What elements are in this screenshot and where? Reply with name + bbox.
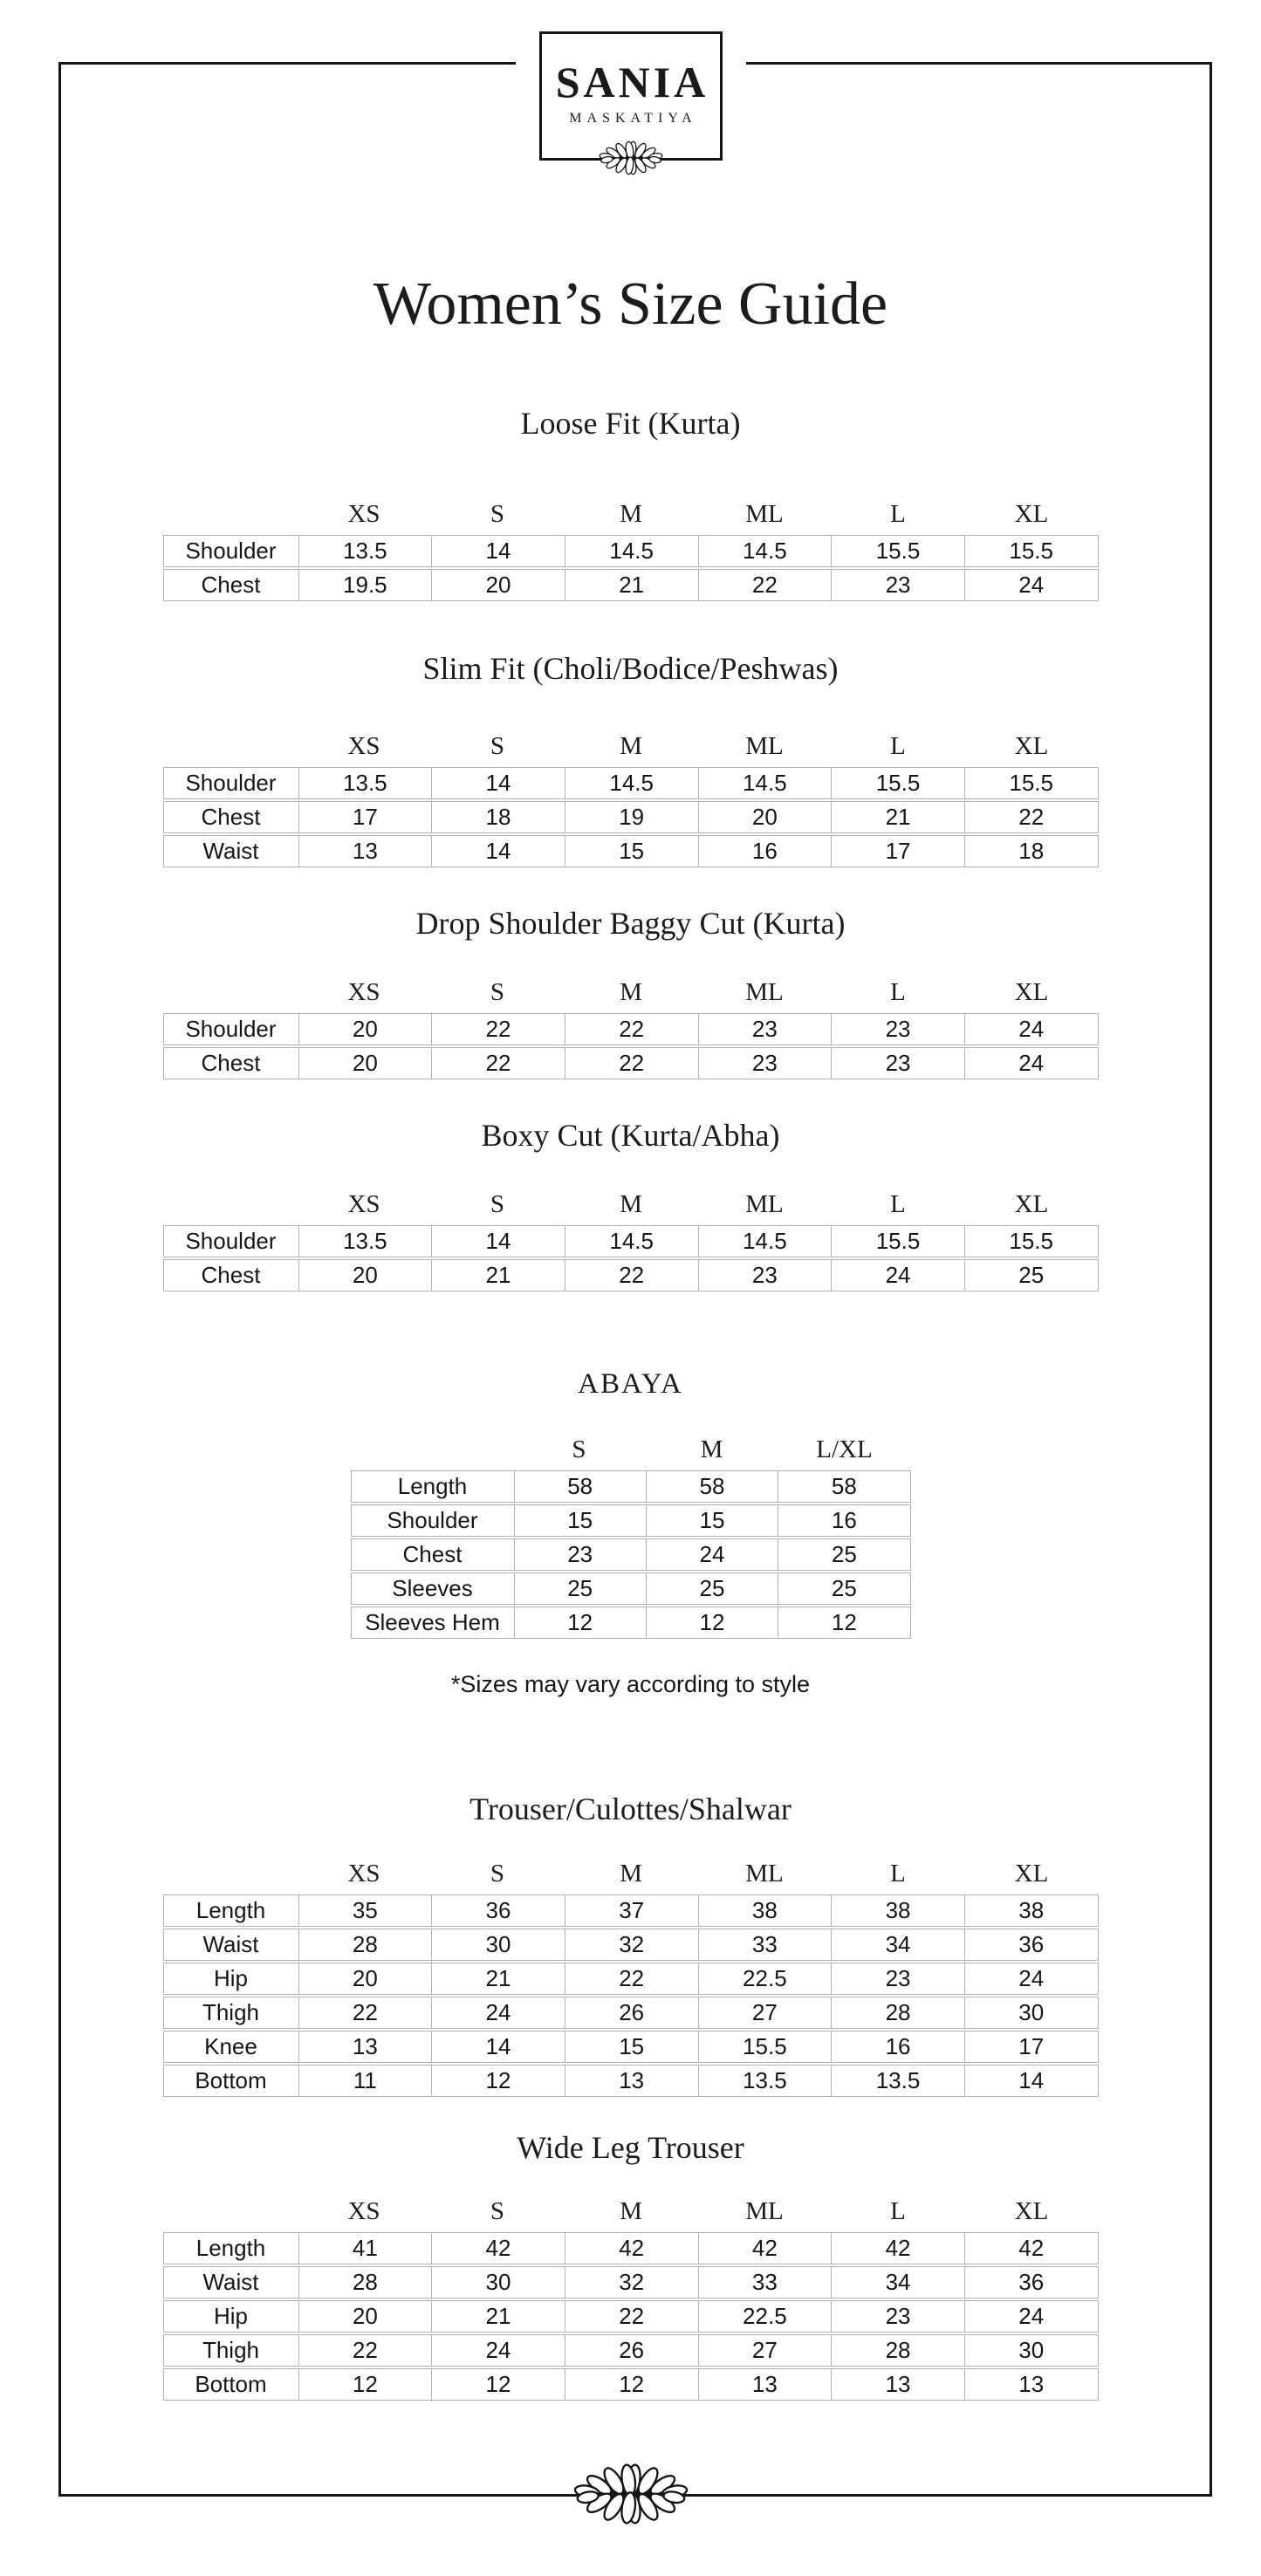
header-spacer (163, 979, 298, 1005)
size-table-wide-leg (163, 2198, 1099, 2402)
table-row (163, 2266, 1099, 2299)
size-value: 24 (964, 570, 1098, 600)
size-value: 28 (298, 2267, 432, 2298)
table-row (163, 535, 1099, 567)
size-value: 11 (298, 2066, 432, 2096)
size-value: 28 (831, 1997, 964, 2028)
size-value: 23 (831, 1963, 964, 1994)
size-column-header: M (620, 1860, 642, 1887)
size-value: 37 (565, 1895, 698, 1926)
size-value: 12 (431, 2066, 565, 2096)
table-row (163, 835, 1099, 867)
row-label: Waist (202, 838, 259, 864)
table-row (163, 1225, 1099, 1257)
size-value: 20 (298, 2301, 432, 2332)
size-value: 13 (831, 2369, 964, 2400)
size-value: 24 (431, 2335, 565, 2366)
table-row (163, 1047, 1099, 1079)
size-value: 30 (431, 2267, 565, 2298)
row-label: Hip (213, 1965, 248, 1991)
table-row (163, 2368, 1099, 2401)
page-title: Women’s Size Guide (373, 271, 888, 338)
size-value: 14.5 (698, 1226, 832, 1257)
measurement-grid (163, 535, 1099, 601)
size-value: 42 (831, 2233, 964, 2264)
size-value: 14.5 (565, 768, 698, 798)
section-title-boxy-cut: Boxy Cut (Kurta/Abha) (481, 1118, 780, 1153)
measurement-grid (163, 2232, 1099, 2401)
size-value: 24 (964, 1963, 1098, 1994)
size-value: 22 (698, 570, 832, 600)
size-value: 36 (964, 1929, 1098, 1960)
size-value: 58 (778, 1471, 909, 1502)
size-value: 22 (964, 802, 1098, 832)
size-value: 32 (565, 2267, 698, 2298)
table-row (163, 2065, 1099, 2097)
size-value: 21 (565, 570, 698, 600)
table-row (163, 1894, 1099, 1927)
size-value: 17 (831, 836, 964, 867)
size-value: 13 (298, 836, 432, 867)
size-value: 16 (698, 836, 832, 867)
row-label: Bottom (195, 2371, 267, 2397)
row-label: Knee (204, 2033, 257, 2059)
size-value: 38 (831, 1895, 964, 1926)
size-value: 13 (964, 2369, 1098, 2400)
row-label: Shoulder (185, 1016, 277, 1042)
size-header-row (163, 1860, 1099, 1887)
size-value: 14 (964, 2066, 1098, 2096)
size-value: 14.5 (698, 536, 832, 566)
size-column-header: S (490, 1190, 505, 1218)
size-table-slim-fit (163, 733, 1099, 869)
size-table-loose-fit (163, 501, 1099, 603)
size-column-header: L (890, 2197, 906, 2225)
size-value: 13.5 (298, 768, 432, 798)
size-value: 19 (565, 802, 698, 832)
size-header-row (163, 979, 1099, 1005)
size-value: 25 (964, 1260, 1098, 1291)
table-row (163, 2232, 1099, 2264)
size-value: 22 (565, 1014, 698, 1045)
size-value: 13 (298, 2031, 432, 2062)
size-value: 38 (698, 1895, 832, 1926)
row-label: Thigh (202, 1999, 260, 2025)
size-column-header: S (490, 978, 505, 1006)
size-value: 27 (698, 2335, 832, 2366)
size-value: 22 (431, 1048, 565, 1079)
header-spacer (351, 1436, 513, 1463)
size-value: 14 (431, 2031, 565, 2062)
size-column-header: M (620, 1190, 642, 1218)
size-value: 22 (298, 2335, 432, 2366)
table-row (163, 1929, 1099, 1961)
table-row (163, 1013, 1099, 1045)
size-value: 14.5 (565, 536, 698, 566)
section-title-loose-fit: Loose Fit (Kurta) (520, 406, 741, 441)
table-row (351, 1538, 911, 1571)
size-column-header: ML (745, 500, 784, 528)
size-value: 21 (431, 1963, 565, 1994)
size-value: 14.5 (565, 1226, 698, 1257)
size-value: 15.5 (964, 768, 1098, 798)
size-value: 22 (298, 1997, 432, 2028)
size-value: 20 (298, 1014, 432, 1045)
measurement-grid (163, 767, 1099, 867)
measurement-grid (163, 1013, 1099, 1079)
size-column-header: XS (347, 1860, 380, 1887)
size-value: 12 (646, 1607, 778, 1638)
size-value: 20 (298, 1260, 432, 1291)
size-value: 15.5 (831, 768, 964, 798)
size-value: 22 (565, 2301, 698, 2332)
table-row (351, 1572, 911, 1605)
brand-logo-box (539, 31, 723, 161)
size-value: 32 (565, 1929, 698, 1960)
size-value: 15.5 (964, 536, 1098, 566)
size-value: 22.5 (698, 2301, 832, 2332)
size-column-header: XS (347, 978, 380, 1006)
header-spacer (163, 1191, 298, 1217)
size-value: 21 (831, 802, 964, 832)
size-column-header: XS (347, 2197, 380, 2225)
size-value: 14 (431, 768, 565, 798)
table-row (163, 2334, 1099, 2367)
size-table-abaya (351, 1436, 911, 1641)
size-column-header: XS (347, 500, 380, 528)
header-spacer (163, 501, 298, 527)
size-value: 24 (964, 1048, 1098, 1079)
size-column-header: M (700, 1435, 723, 1463)
table-row (163, 1963, 1099, 1995)
size-value: 23 (698, 1260, 832, 1291)
size-column-header: XL (1014, 1190, 1049, 1218)
row-label: Sleeves (392, 1575, 473, 1601)
size-value: 22 (565, 1048, 698, 1079)
size-value: 18 (964, 836, 1098, 867)
size-column-header: ML (745, 1860, 784, 1887)
size-value: 23 (831, 2301, 964, 2332)
section-title-trouser: Trouser/Culottes/Shalwar (469, 1792, 792, 1826)
row-label: Waist (202, 1931, 259, 1957)
size-value: 12 (514, 1607, 646, 1638)
size-value: 41 (298, 2233, 432, 2264)
size-value: 23 (698, 1014, 832, 1045)
size-table-trouser (163, 1860, 1099, 2099)
table-row (163, 569, 1099, 601)
row-label: Chest (201, 1050, 261, 1076)
measurement-grid (351, 1470, 911, 1639)
size-value: 26 (565, 2335, 698, 2366)
laurel-leaves-icon (586, 140, 676, 176)
size-value: 23 (831, 1048, 964, 1079)
size-value: 24 (431, 1997, 565, 2028)
size-value: 21 (431, 1260, 565, 1291)
size-value: 14.5 (698, 768, 832, 798)
row-label: Hip (213, 2303, 248, 2329)
table-row (163, 801, 1099, 833)
size-value: 30 (964, 1997, 1098, 2028)
size-value: 16 (831, 2031, 964, 2062)
size-value: 13 (698, 2369, 832, 2400)
size-header-row (163, 2198, 1099, 2224)
size-value: 20 (698, 802, 832, 832)
size-value: 14 (431, 536, 565, 566)
brand-subname: MASKATIYA (569, 111, 697, 126)
size-value: 15.5 (964, 1226, 1098, 1257)
size-column-header: M (620, 978, 642, 1006)
size-value: 13.5 (298, 536, 432, 566)
size-value: 14 (431, 1226, 565, 1257)
size-value: 19.5 (298, 570, 432, 600)
size-value: 12 (565, 2369, 698, 2400)
size-value: 42 (964, 2233, 1098, 2264)
size-value: 24 (831, 1260, 964, 1291)
size-value: 20 (298, 1048, 432, 1079)
size-value: 58 (646, 1471, 778, 1502)
size-value: 22 (565, 1963, 698, 1994)
row-label: Waist (202, 2269, 259, 2295)
size-value: 33 (698, 2267, 832, 2298)
footnote: *Sizes may vary according to style (450, 1671, 811, 1697)
size-column-header: ML (745, 2197, 784, 2225)
size-column-header: L (890, 732, 906, 760)
size-value: 13.5 (298, 1226, 432, 1257)
table-row (351, 1470, 911, 1503)
size-value: 27 (698, 1997, 832, 2028)
size-column-header: L (890, 1860, 906, 1887)
row-label: Length (397, 1473, 468, 1499)
size-value: 22 (431, 1014, 565, 1045)
size-value: 22.5 (698, 1963, 832, 1994)
size-column-header: S (490, 732, 505, 760)
table-row (163, 767, 1099, 799)
row-label: Sleeves Hem (365, 1609, 500, 1635)
size-table-drop-shoulder (163, 979, 1099, 1081)
size-value: 12 (298, 2369, 432, 2400)
size-column-header: ML (745, 732, 784, 760)
table-row (163, 1997, 1099, 2029)
size-header-row (163, 501, 1099, 527)
table-row (163, 2031, 1099, 2063)
section-title-drop-shoulder: Drop Shoulder Baggy Cut (Kurta) (415, 906, 846, 941)
size-value: 23 (831, 1014, 964, 1045)
size-column-header: XL (1014, 978, 1049, 1006)
size-value: 42 (431, 2233, 565, 2264)
size-column-header: ML (745, 1190, 784, 1218)
row-label: Chest (201, 1262, 261, 1288)
row-label: Chest (201, 572, 261, 598)
size-value: 15 (514, 1505, 646, 1536)
size-value: 14 (431, 836, 565, 867)
size-column-header: M (620, 500, 642, 528)
brand-logo (516, 31, 746, 161)
size-column-header: L (890, 978, 906, 1006)
size-value: 25 (514, 1573, 646, 1604)
table-row (163, 2300, 1099, 2333)
header-spacer (163, 2198, 298, 2224)
row-label: Shoulder (185, 538, 277, 564)
size-value: 13 (565, 2066, 698, 2096)
size-value: 28 (831, 2335, 964, 2366)
size-value: 26 (565, 1997, 698, 2028)
size-value: 15 (565, 2031, 698, 2062)
row-label: Shoulder (387, 1507, 478, 1533)
size-value: 36 (964, 2267, 1098, 2298)
row-label: Thigh (202, 2337, 260, 2363)
measurement-grid (163, 1894, 1099, 2097)
row-label: Bottom (195, 2067, 267, 2093)
size-value: 24 (646, 1539, 778, 1570)
row-label: Chest (402, 1541, 463, 1567)
size-header-row (163, 733, 1099, 759)
size-value: 23 (831, 570, 964, 600)
size-column-header: S (490, 500, 505, 528)
size-column-header: M (620, 732, 642, 760)
size-value: 15.5 (698, 2031, 832, 2062)
section-title-wide-leg: Wide Leg Trouser (517, 2130, 744, 2165)
size-column-header: M (620, 2197, 642, 2225)
size-value: 17 (298, 802, 432, 832)
size-value: 42 (698, 2233, 832, 2264)
size-value: 35 (298, 1895, 432, 1926)
row-label: Chest (201, 804, 261, 830)
size-value: 13.5 (698, 2066, 832, 2096)
size-value: 12 (778, 1607, 909, 1638)
size-value: 36 (431, 1895, 565, 1926)
size-value: 20 (298, 1963, 432, 1994)
size-column-header: S (572, 1435, 586, 1463)
size-value: 25 (778, 1539, 909, 1570)
size-value: 15 (565, 836, 698, 867)
size-value: 18 (431, 802, 565, 832)
section-title-abaya: ABAYA (578, 1368, 683, 1400)
size-value: 34 (831, 1929, 964, 1960)
size-value: 25 (646, 1573, 778, 1604)
table-row (351, 1607, 911, 1639)
size-value: 25 (778, 1573, 909, 1604)
size-column-header: XL (1014, 500, 1049, 528)
size-value: 30 (431, 1929, 565, 1960)
size-value: 58 (514, 1471, 646, 1502)
size-value: 24 (964, 1014, 1098, 1045)
size-value: 15 (646, 1505, 778, 1536)
row-label: Shoulder (185, 770, 277, 796)
size-column-header: L (890, 500, 906, 528)
row-label: Shoulder (185, 1228, 277, 1254)
size-value: 23 (514, 1539, 646, 1570)
row-label: Length (195, 1897, 266, 1923)
row-label: Length (195, 2235, 266, 2261)
size-value: 13.5 (831, 2066, 964, 2096)
size-value: 28 (298, 1929, 432, 1960)
size-value: 42 (565, 2233, 698, 2264)
size-value: 15.5 (831, 536, 964, 566)
size-column-header: L (890, 1190, 906, 1218)
size-header-row (351, 1436, 911, 1463)
size-value: 34 (831, 2267, 964, 2298)
size-column-header: S (490, 2197, 505, 2225)
table-row (163, 1259, 1099, 1291)
size-value: 23 (698, 1048, 832, 1079)
size-header-row (163, 1191, 1099, 1217)
size-column-header: XL (1014, 2197, 1049, 2225)
size-value: 20 (431, 570, 565, 600)
size-value: 33 (698, 1929, 832, 1960)
size-value: 16 (778, 1505, 909, 1536)
size-value: 38 (964, 1895, 1098, 1926)
size-value: 30 (964, 2335, 1098, 2366)
size-column-header: XS (347, 732, 380, 760)
measurement-grid (163, 1225, 1099, 1291)
size-column-header: XL (1014, 1860, 1049, 1887)
size-value: 17 (964, 2031, 1098, 2062)
size-column-header: XL (1014, 732, 1049, 760)
size-column-header: L/XL (816, 1435, 873, 1463)
table-row (351, 1504, 911, 1537)
header-spacer (163, 733, 298, 759)
size-column-header: S (490, 1860, 505, 1887)
header-spacer (163, 1860, 298, 1887)
bottom-laurel-leaves-icon (550, 2461, 712, 2527)
size-value: 24 (964, 2301, 1098, 2332)
size-table-boxy-cut (163, 1191, 1099, 1293)
brand-name: SANIA (555, 58, 709, 106)
section-title-slim-fit: Slim Fit (Choli/Bodice/Peshwas) (422, 651, 839, 686)
size-column-header: ML (745, 978, 784, 1006)
size-value: 12 (431, 2369, 565, 2400)
size-value: 15.5 (831, 1226, 964, 1257)
size-value: 22 (565, 1260, 698, 1291)
size-column-header: XS (347, 1190, 380, 1218)
size-value: 21 (431, 2301, 565, 2332)
